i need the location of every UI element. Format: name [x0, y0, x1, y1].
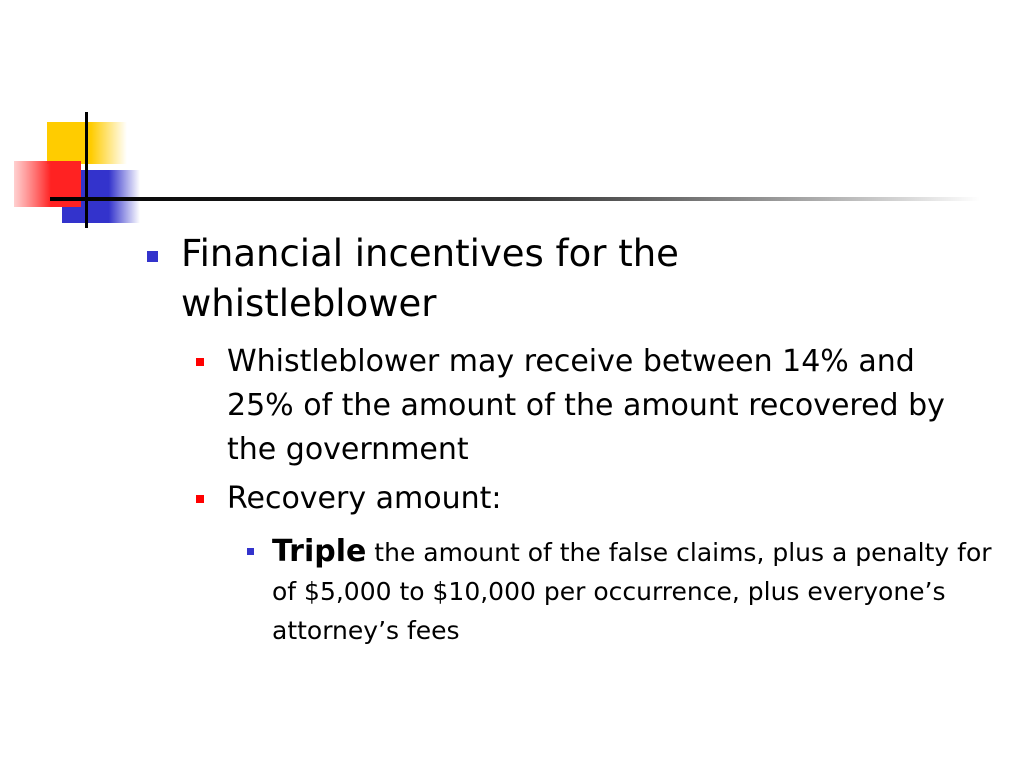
bullet-financial-incentives	[181, 229, 801, 329]
sub-sub-bullet-triple	[272, 532, 992, 650]
square-bullet-icon	[147, 251, 158, 262]
sub-bullet-recovery-amount	[227, 477, 987, 521]
sub-bullet-whistleblower-share	[227, 340, 987, 472]
sub-bullet-text: Recovery amount:	[227, 481, 502, 516]
square-bullet-icon	[196, 495, 204, 503]
square-bullet-icon	[196, 358, 204, 366]
emphasis-text: Triple	[272, 534, 367, 569]
sub-bullet-text: Whistleblower may receive between 14% and 25% of the amount of the amount recovered by the government	[227, 344, 945, 467]
square-bullet-icon	[247, 548, 254, 555]
sub-sub-bullet-text: the amount of the false claims, plus a penalty for of $5,000 to $10,000 per occurrence, plus everyone’s attorney’s fees	[272, 538, 992, 645]
bullet-text: Financial incentives for the whistleblower	[181, 232, 679, 325]
